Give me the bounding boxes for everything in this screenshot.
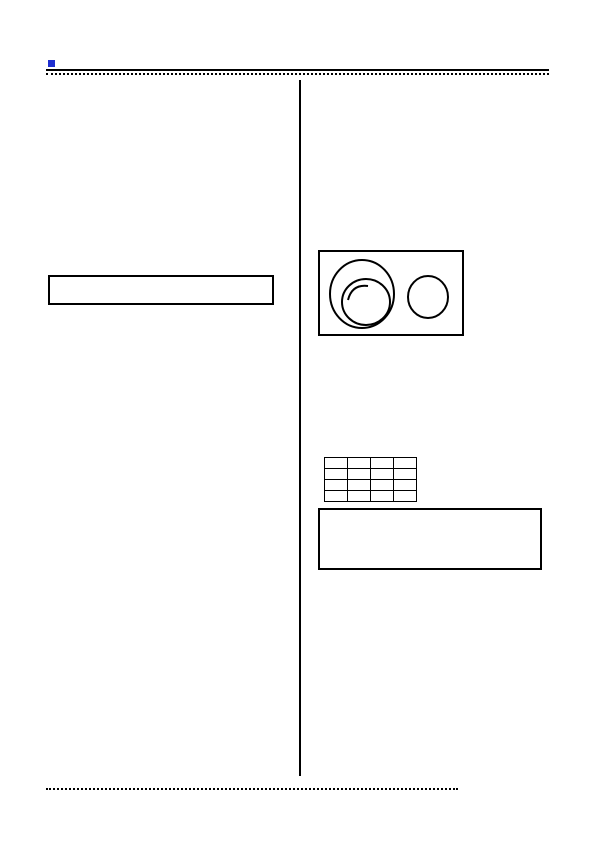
table-cell — [394, 491, 417, 502]
answer-options — [48, 553, 288, 562]
question-6 — [48, 524, 288, 562]
question-text — [48, 533, 288, 542]
question-11 — [318, 424, 550, 582]
question-text — [48, 365, 288, 374]
question-text — [318, 647, 550, 656]
question-text — [318, 197, 550, 206]
question-text — [318, 93, 550, 102]
answer-options — [48, 626, 288, 635]
table-cell — [371, 480, 394, 491]
statement-item — [324, 539, 536, 548]
answer-options — [48, 307, 288, 316]
question-10-choices — [318, 338, 550, 383]
header-bullet-icon — [48, 60, 55, 67]
question-7 — [48, 606, 288, 635]
small-circle — [408, 276, 448, 318]
answer-options — [48, 481, 288, 490]
answer-options — [48, 189, 288, 198]
question-text — [318, 206, 550, 215]
answer-choices — [48, 715, 288, 745]
answer-line[interactable] — [318, 573, 550, 582]
table-row — [325, 480, 417, 491]
question-text — [48, 452, 288, 461]
answer-choices — [318, 658, 550, 690]
table-cell — [348, 491, 371, 502]
question-text — [318, 215, 550, 224]
question-text — [48, 84, 288, 93]
table-cell — [394, 469, 417, 480]
circles-figure — [318, 250, 464, 336]
table-cell — [348, 458, 371, 469]
question-text — [318, 188, 550, 197]
question-3 — [48, 254, 288, 316]
answer-options — [318, 113, 550, 122]
question-text — [48, 263, 288, 272]
answer-options — [48, 385, 288, 394]
header-dotted-rule — [46, 73, 549, 75]
inner-arc — [348, 286, 368, 300]
question-1 — [48, 84, 288, 113]
question-text — [318, 424, 550, 433]
statement-item — [324, 512, 536, 521]
question-12 — [318, 638, 550, 690]
question-text — [318, 442, 550, 451]
question-text — [48, 470, 288, 479]
question-text — [48, 434, 288, 443]
statement-item — [324, 530, 536, 539]
question-text — [48, 443, 288, 452]
question-4 — [48, 356, 288, 394]
table-cell — [371, 469, 394, 480]
table-cell — [325, 458, 348, 469]
option[interactable] — [318, 356, 550, 365]
footer-rule — [46, 788, 458, 790]
question-text — [48, 178, 288, 187]
question-text — [48, 356, 288, 365]
column-divider — [299, 80, 301, 776]
question-text — [48, 160, 288, 169]
question-text — [48, 703, 288, 712]
option[interactable] — [318, 365, 550, 374]
question-text — [48, 254, 288, 263]
question-9 — [318, 84, 550, 122]
table-cell — [394, 458, 417, 469]
data-table — [324, 457, 417, 502]
question-text — [318, 433, 550, 442]
table-row — [325, 491, 417, 502]
option[interactable] — [318, 347, 550, 356]
table-cell — [371, 458, 394, 469]
table-row — [325, 458, 417, 469]
question-text — [48, 374, 288, 383]
question-text — [318, 84, 550, 93]
statement-item — [324, 521, 536, 530]
question-5 — [48, 434, 288, 490]
question-10 — [318, 188, 550, 224]
question-text — [48, 93, 288, 102]
question-text — [318, 102, 550, 111]
question-text — [48, 676, 288, 685]
table-cell — [325, 491, 348, 502]
table-cell — [325, 480, 348, 491]
question-text — [48, 615, 288, 624]
table-cell — [348, 469, 371, 480]
table-cell — [394, 480, 417, 491]
statement-item — [324, 548, 536, 557]
question-text — [48, 461, 288, 470]
table-cell — [325, 469, 348, 480]
question-text — [48, 606, 288, 615]
statement-box — [48, 275, 274, 305]
header-rule — [46, 69, 549, 71]
table-cell — [371, 491, 394, 502]
option[interactable] — [318, 338, 550, 347]
statement-box — [318, 508, 542, 570]
table-row — [325, 469, 417, 480]
question-text — [48, 524, 288, 533]
question-8 — [48, 676, 288, 745]
answer-options — [48, 104, 288, 113]
question-text — [48, 694, 288, 703]
table-cell — [348, 480, 371, 491]
question-text — [48, 169, 288, 178]
figure-frame — [319, 251, 463, 335]
option[interactable] — [318, 374, 550, 383]
question-text — [48, 542, 288, 551]
question-text — [318, 638, 550, 647]
question-2 — [48, 160, 288, 198]
question-text — [48, 685, 288, 694]
